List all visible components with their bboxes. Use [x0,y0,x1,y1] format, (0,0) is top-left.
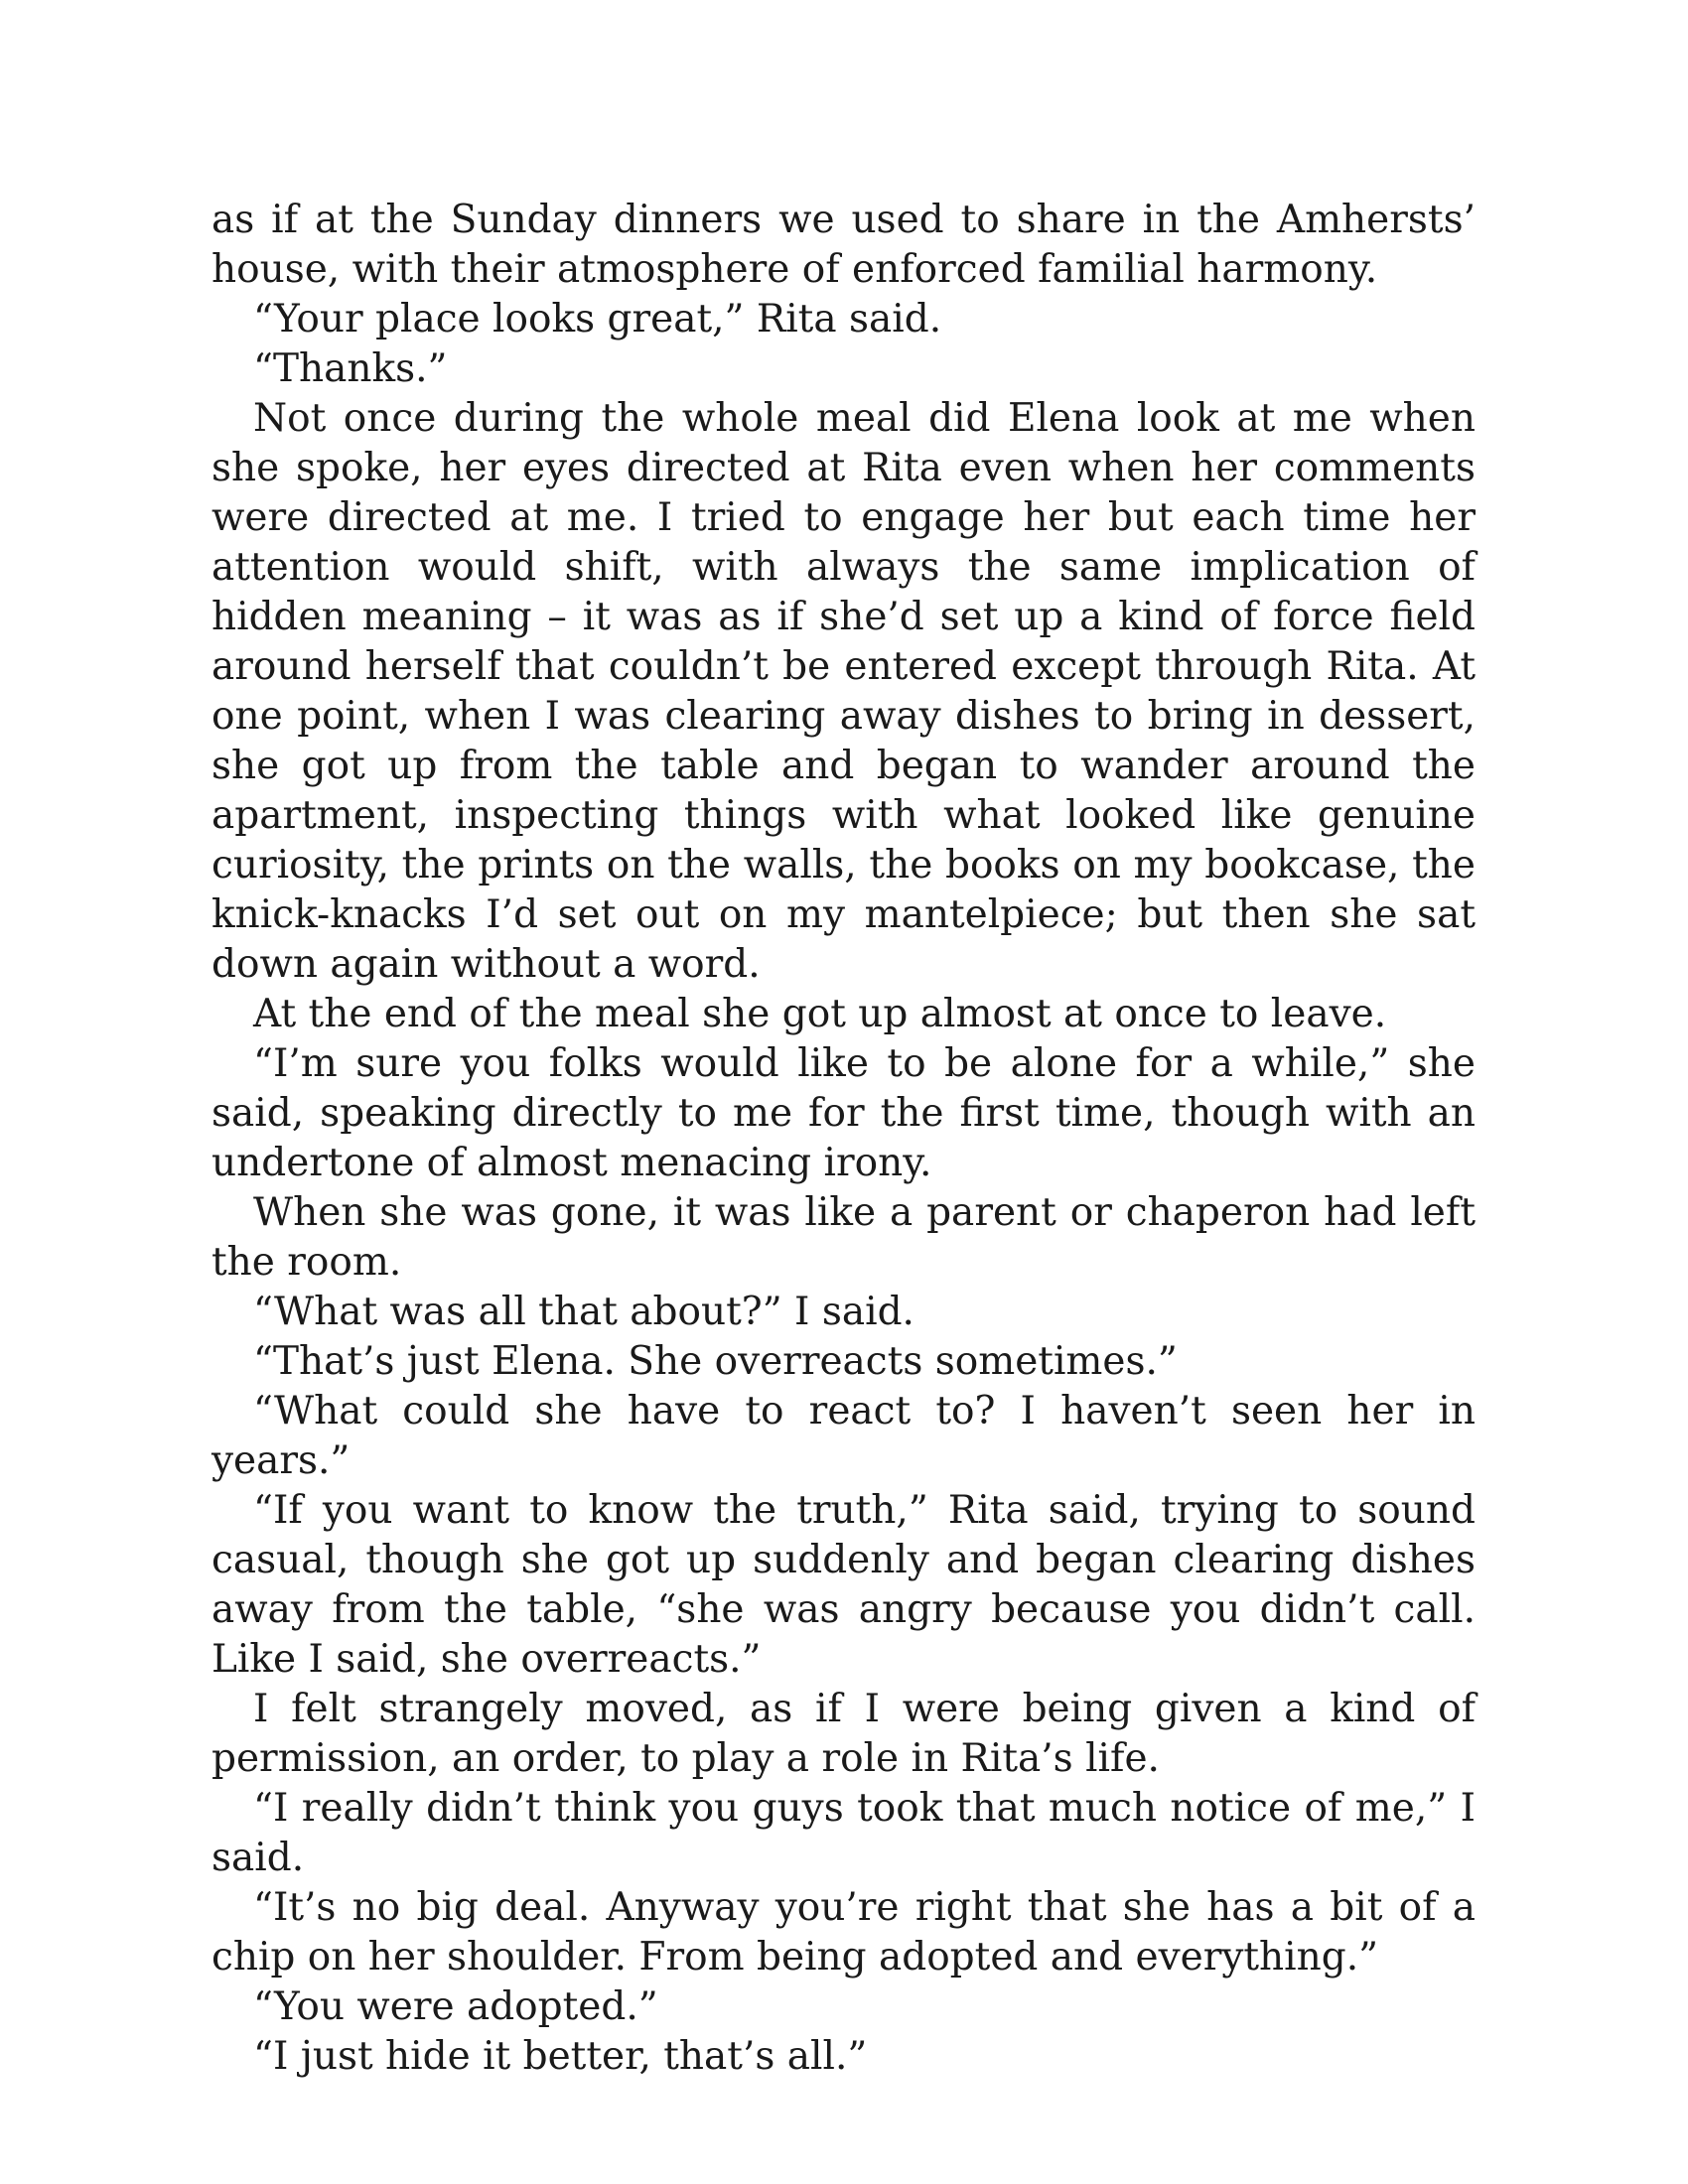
paragraph: “What could she have to react to? I haven’t seen her in years.” [211,1389,1476,1483]
paragraph: “Thanks.” [253,346,448,391]
paragraph: “Your place looks great,” Rita said. [253,297,942,341]
paragraph: “I just hide it better, that’s all.” [253,2034,868,2079]
paragraph: “I really didn’t think you guys took that much notice of me,” I said. [211,1786,1476,1880]
paragraph: “It’s no big deal. Anyway you’re right that she has a bit of a chip on her shoulder. From being adopted and everything.” [211,1885,1476,1979]
paragraph: At the end of the meal she got up almost at once to leave. [253,992,1387,1036]
paragraph: “That’s just Elena. She overreacts sometimes.” [253,1339,1178,1384]
paragraph: “What was all that about?” I said. [253,1290,914,1334]
paragraph: as if at the Sunday dinners we used to share in the Amhersts’ house, with their atmosphere of enforced familial harmony. [211,198,1476,292]
body-text [211,196,1476,2082]
paragraph: “You were adopted.” [253,1984,658,2029]
paragraph: “If you want to know the truth,” Rita said, trying to sound casual, though she got up suddenly and began clearing dishes away from the table, “she was angry because you didn’t call. Like I said, she overreacts.” [211,1488,1476,1682]
paragraph: “I’m sure you folks would like to be alone for a while,” she said, speaking directly to me for the first time, though with an undertone of almost menacing irony. [211,1041,1476,1185]
paragraph: Not once during the whole meal did Elena look at me when she spoke, her eyes directed at Rita even when her comments were directed at me. I tried to engage her but each time her attention would shift, with always the same implication of hidden meaning – it was as if she’d set up a kind of force field around herself that couldn’t be entered except through Rita. At one point, when I was clearing away dishes to bring in dessert, she got up from the table and began to wander around the apartment, inspecting things with what looked like genuine curiosity, the prints on the walls, the books on my bookcase, the knick-knacks I’d set out on my mantelpiece; but then she sat down again without a word. [211,396,1476,987]
paragraph: I felt strangely moved, as if I were being given a kind of permission, an order, to play a role in Rita’s life. [211,1687,1476,1781]
paragraph: When she was gone, it was like a parent or chaperon had left the room. [211,1190,1476,1285]
